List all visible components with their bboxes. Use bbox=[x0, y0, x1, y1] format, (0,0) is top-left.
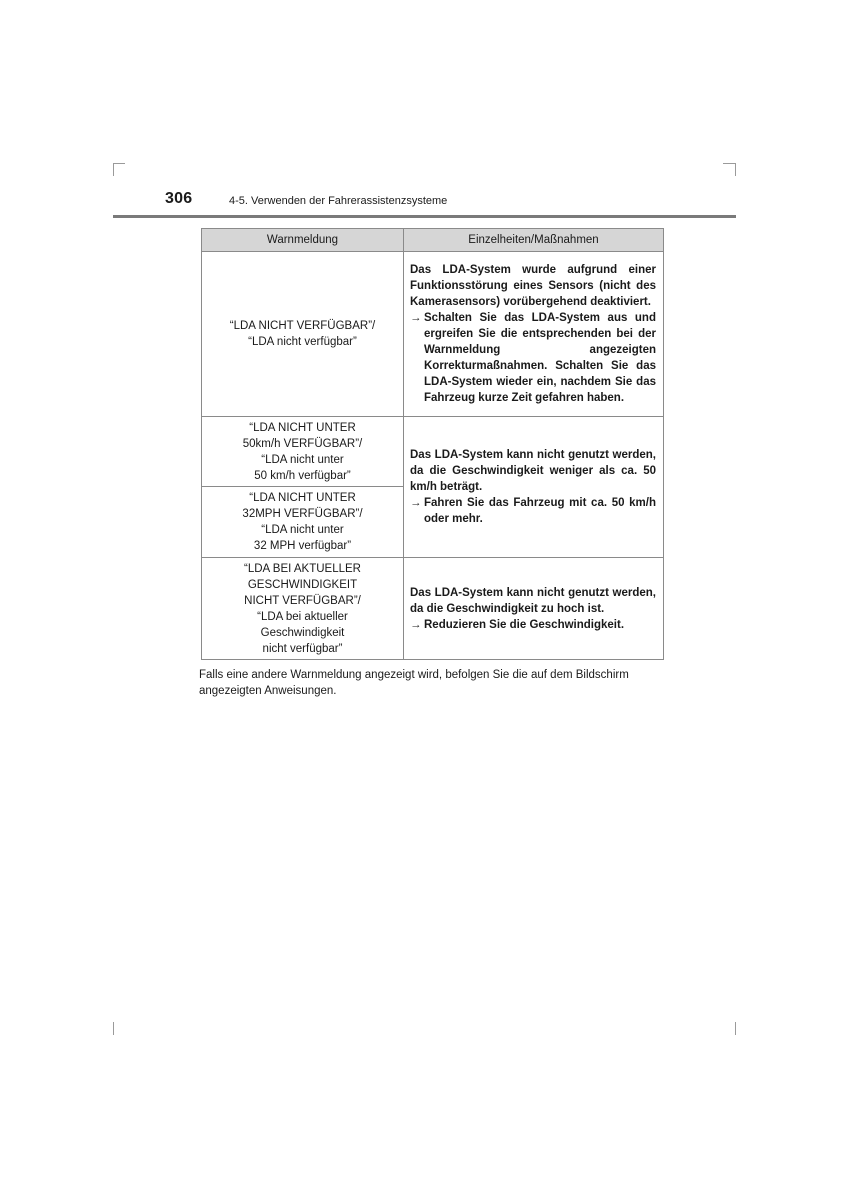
warning-message-line: 32 MPH verfügbar” bbox=[253, 540, 352, 552]
details-cell bbox=[404, 417, 664, 558]
table-header-row bbox=[202, 229, 664, 252]
warning-message-cell bbox=[202, 487, 404, 558]
warning-message-line: GESCHWINDIGKEIT bbox=[247, 578, 358, 591]
warning-message-line: 50 km/h verfügbar” bbox=[254, 469, 351, 482]
crop-mark bbox=[113, 1022, 114, 1035]
details-cell bbox=[404, 252, 664, 417]
details-text: Das LDA-System kann nicht genutzt werden, da die Geschwindigkeit weniger als ca. 50 km/h beträgt. bbox=[410, 449, 656, 493]
crop-mark bbox=[735, 1022, 736, 1035]
column-header-details: Einzelheiten/Maßnahmen bbox=[404, 229, 664, 252]
warning-message-line: NICHT VERFÜGBAR”/ bbox=[244, 594, 361, 607]
warning-message-cell bbox=[202, 558, 404, 660]
warning-message-line: “LDA NICHT UNTER bbox=[249, 421, 356, 434]
arrow-right-icon: → bbox=[410, 312, 422, 324]
details-text: Das LDA-System wurde aufgrund einer Funktionsstörung eines Sensors (nicht des Kamerasensors) vorübergehend deaktiviert. bbox=[410, 264, 656, 308]
warning-message-line: “LDA nicht unter bbox=[261, 453, 344, 466]
warning-message-line: 32MPH VERFÜGBAR”/ bbox=[242, 508, 363, 520]
table-row bbox=[202, 252, 664, 417]
footnote: Falls eine andere Warnmeldung angezeigt wird, befolgen Sie die auf dem Bildschirm angezeigten Anweisungen. bbox=[199, 669, 629, 697]
warning-message-line: “LDA BEI AKTUELLER bbox=[244, 562, 361, 575]
warning-message-line: “LDA NICHT VERFÜGBAR”/ bbox=[229, 320, 376, 332]
action-line bbox=[410, 617, 656, 633]
crop-mark bbox=[113, 163, 114, 176]
warning-message-line: 50km/h VERFÜGBAR”/ bbox=[242, 437, 363, 450]
arrow-right-icon: → bbox=[410, 497, 422, 509]
section-title: 4-5. Verwenden der Fahrerassistenzsysteme bbox=[229, 195, 448, 207]
crop-mark bbox=[723, 163, 735, 164]
details-cell bbox=[404, 558, 664, 660]
arrow-right-icon: → bbox=[410, 618, 422, 631]
crop-mark bbox=[113, 163, 125, 164]
warning-message-line: nicht verfügbar” bbox=[262, 642, 343, 655]
warning-table bbox=[201, 228, 664, 660]
action-text: Reduzieren Sie die Geschwindigkeit. bbox=[424, 618, 625, 631]
warning-message-cell bbox=[202, 417, 404, 487]
header-divider bbox=[113, 215, 736, 218]
action-text: Schalten Sie das LDA-System aus und ergreifen Sie die entsprechenden bei der Warnmeldung angezeigten Korrekturmaßnahmen. Schalten Sie das LDA-System wieder ein, nachdem Sie das Fahrzeug kurze Zeit gefahren haben. bbox=[424, 312, 656, 404]
warning-message-line: “LDA bei aktueller bbox=[257, 610, 348, 623]
table-row bbox=[202, 558, 664, 660]
action-text: Fahren Sie das Fahrzeug mit ca. 50 km/h oder mehr. bbox=[424, 497, 656, 525]
warning-message-line: “LDA nicht unter bbox=[261, 524, 344, 536]
crop-mark bbox=[735, 163, 736, 176]
warning-message-line: “LDA NICHT UNTER bbox=[249, 492, 356, 504]
warning-message-line: “LDA nicht verfügbar” bbox=[248, 336, 357, 348]
warning-message-cell bbox=[202, 252, 404, 417]
warning-message-line: Geschwindigkeit bbox=[260, 626, 345, 639]
page-number: 306 bbox=[165, 190, 193, 207]
details-text: Das LDA-System kann nicht genutzt werden, da die Geschwindigkeit zu hoch ist. bbox=[410, 586, 656, 615]
action-line bbox=[410, 495, 656, 527]
action-line bbox=[410, 310, 656, 406]
column-header-warning: Warnmeldung bbox=[202, 229, 404, 252]
table-row bbox=[202, 417, 664, 487]
